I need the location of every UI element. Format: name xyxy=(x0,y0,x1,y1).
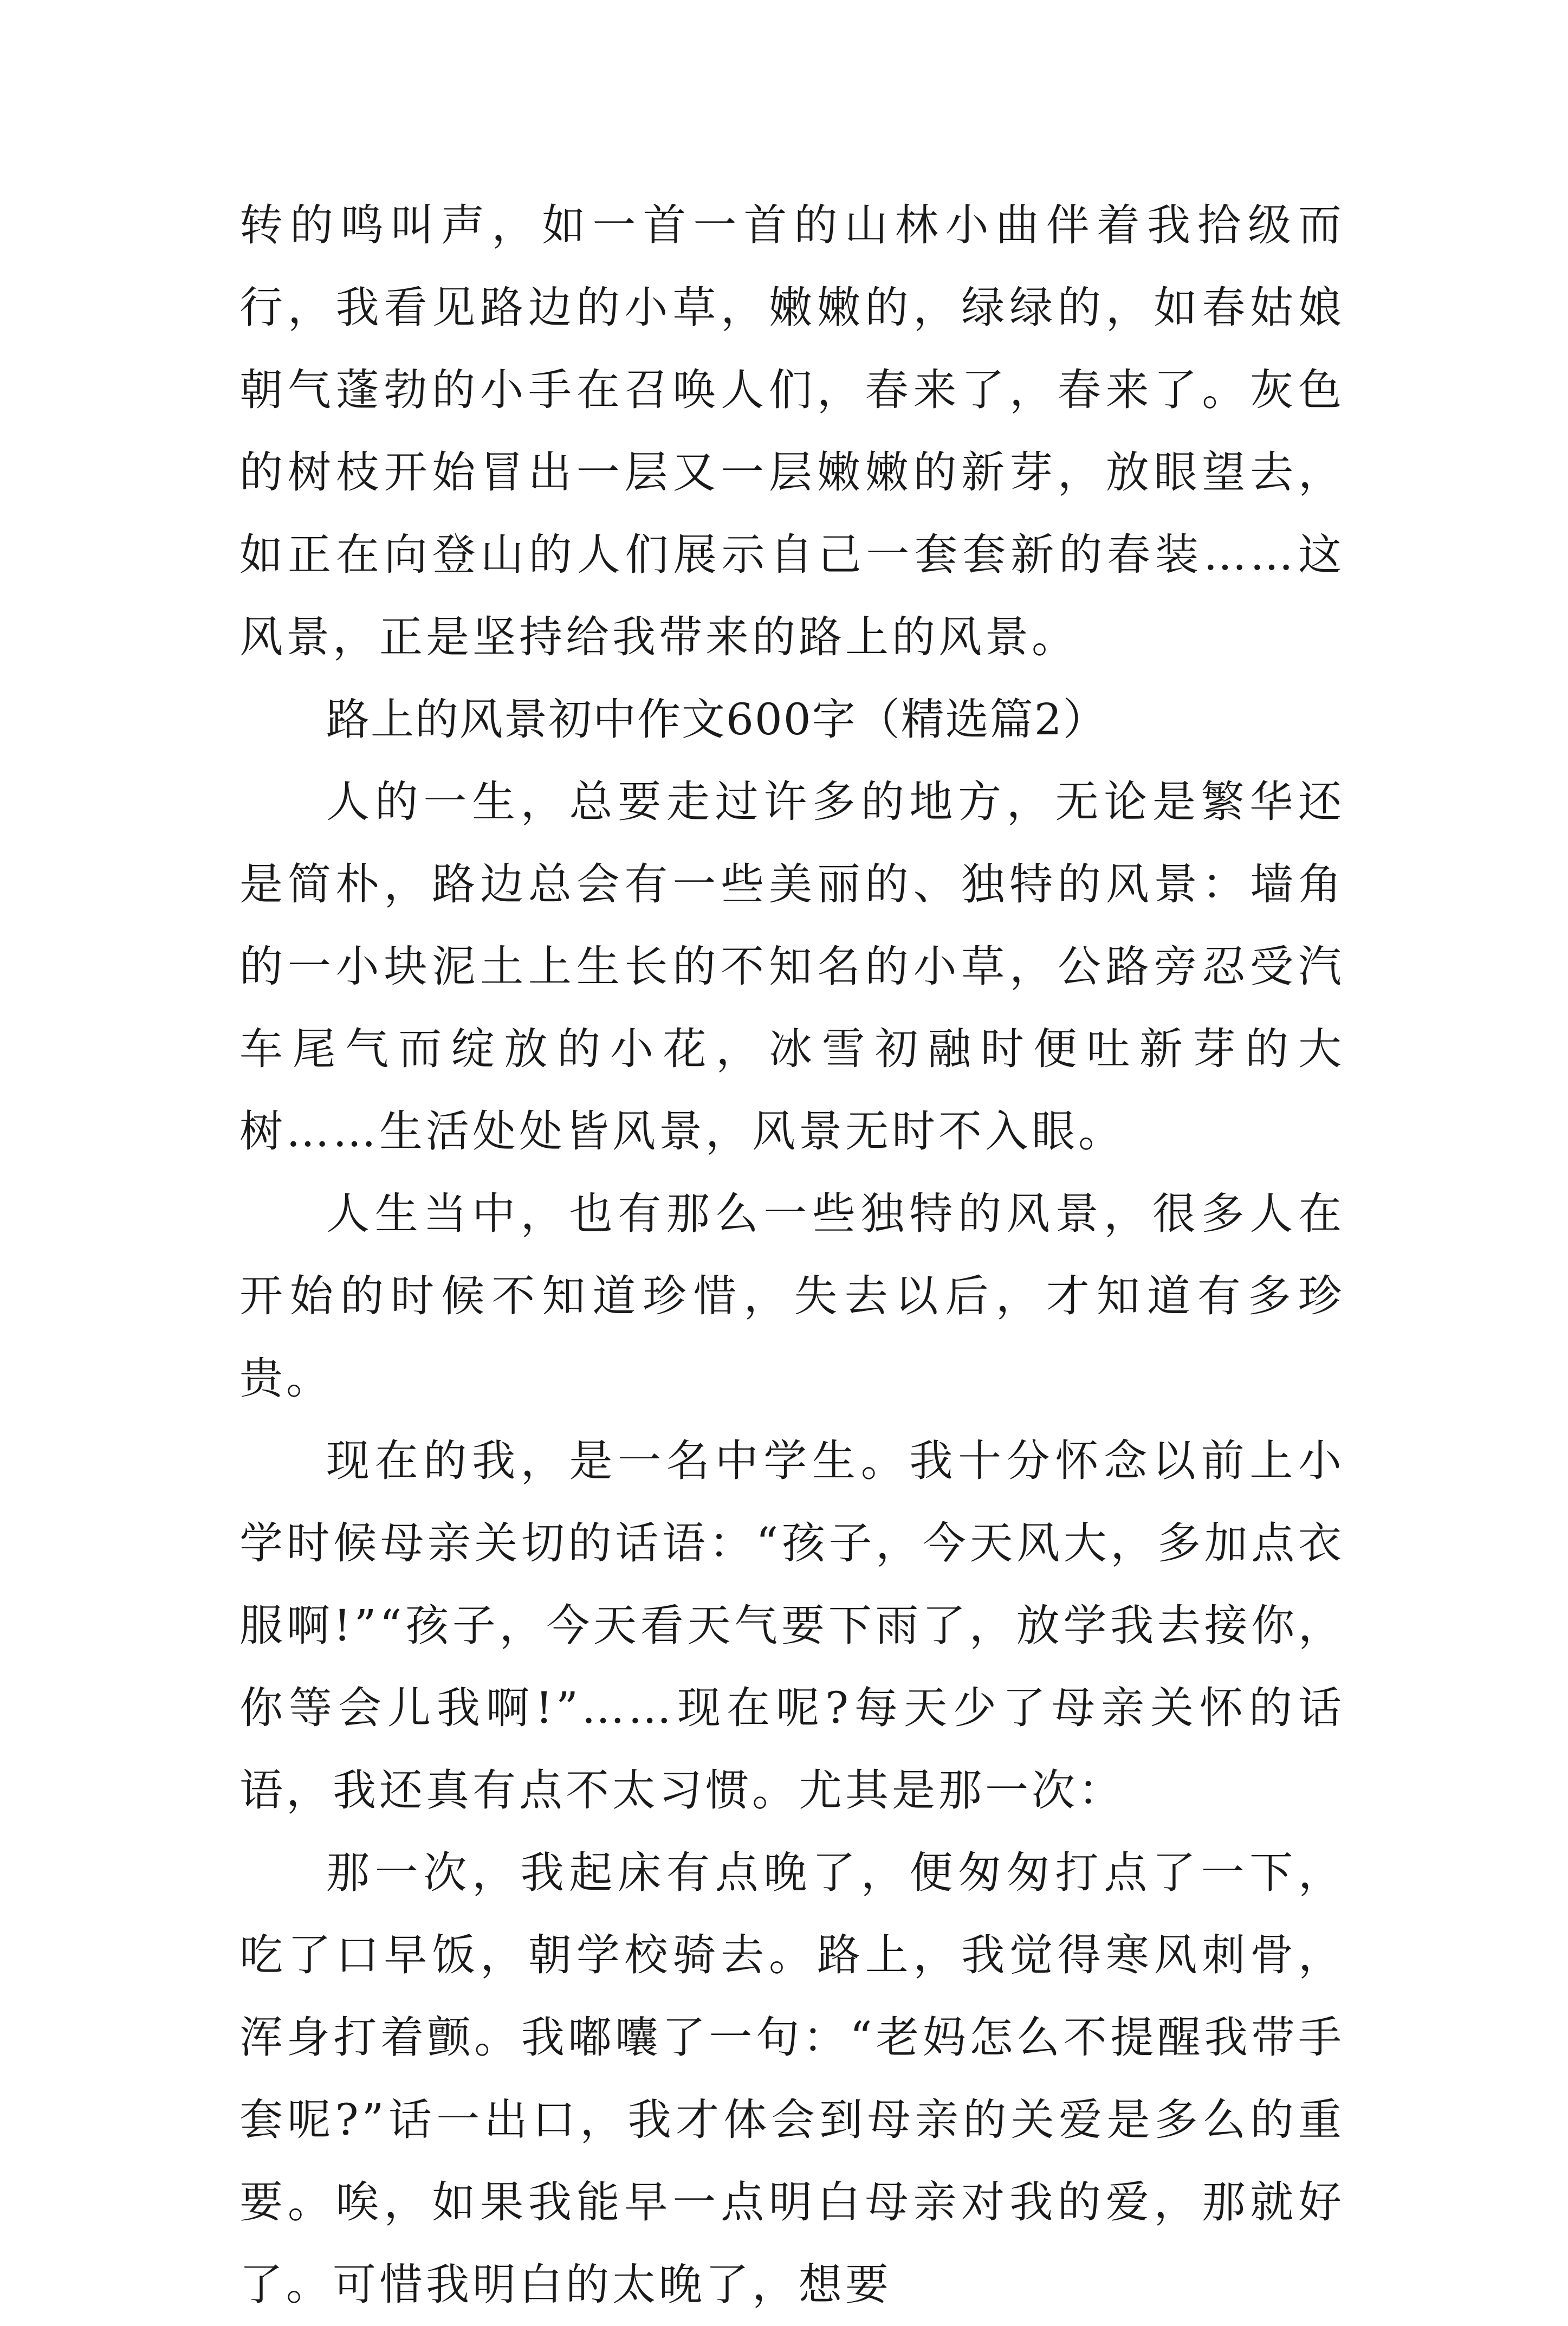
paragraph-intro: 人的一生，总要走过许多的地方，无论是繁华还是简朴，路边总会有一些美丽的、独特的风景：墙角的一小块泥土上生长的不知名的小草，公路旁忍受汽车尾气而绽放的小花，冰雪初融时便吐新芽的大树……生活处处皆风景，风景无时不入眼。 xyxy=(239,777,1345,1156)
section-heading: 路上的风景初中作文600字（精选篇2） xyxy=(326,694,1107,745)
paragraph-that-time: 那一次，我起床有点晚了，便匆匆打点了一下，吃了口早饭，朝学校骑去。路上，我觉得寒风刺骨，浑身打着颤。我嘟囔了一句：“老妈怎么不提醒我带手套呢?”话一出口，我才体会到母亲的关爱是多么的重要。唉，如果我能早一点明白母亲对我的爱，那就好了。可惜我明白的太晚了，想要 xyxy=(239,1847,1345,2310)
article-body xyxy=(239,184,1345,2326)
paragraph-life-scenery: 人生当中，也有那么一些独特的风景，很多人在开始的时候不知道珍惜，失去以后，才知道有多珍贵。 xyxy=(239,1188,1345,1404)
paragraph-continued: 转的鸣叫声，如一首一首的山林小曲伴着我拾级而行，我看见路边的小草，嫩嫩的，绿绿的，如春姑娘朝气蓬勃的小手在召唤人们，春来了，春来了。灰色的树枝开始冒出一层又一层嫩嫩的新芽，放眼望去，如正在向登山的人们展示自己一套套新的春装……这风景，正是坚持给我带来的路上的风景。 xyxy=(239,200,1345,662)
paragraph-mother-words: 现在的我，是一名中学生。我十分怀念以前上小学时候母亲关切的话语：“孩子，今天风大，多加点衣服啊!”“孩子，今天看天气要下雨了，放学我去接你，你等会儿我啊!”……现在呢?每天少了母亲关怀的话语，我还真有点不太习惯。尤其是那一次： xyxy=(239,1436,1345,1815)
